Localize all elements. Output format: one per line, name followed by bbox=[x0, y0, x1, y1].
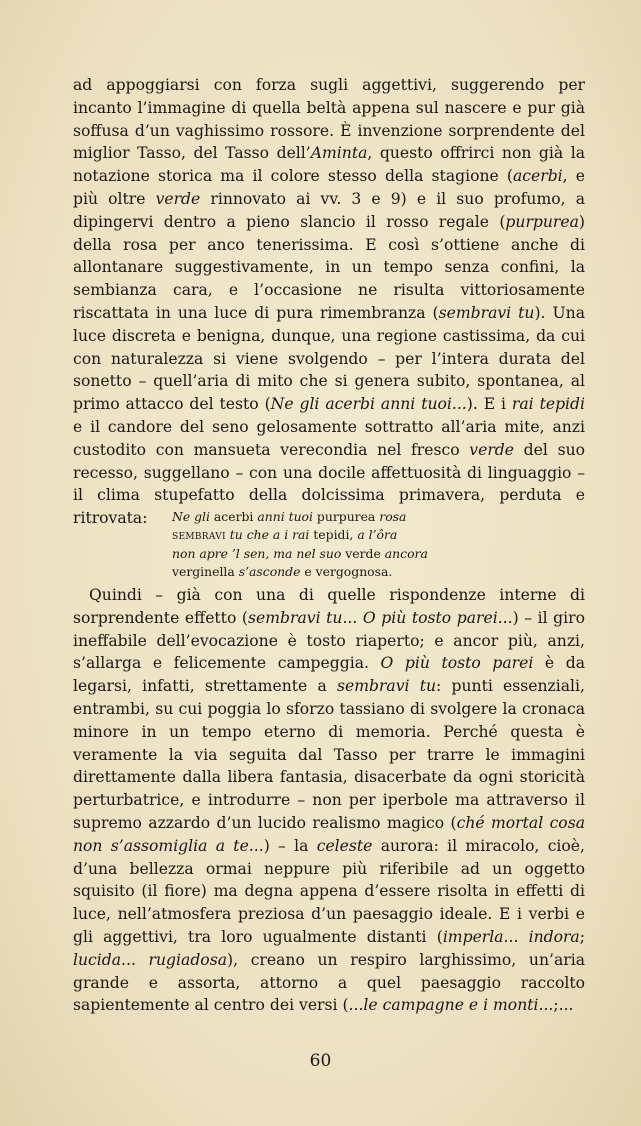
page-number: 60 bbox=[309, 1051, 332, 1071]
text-run: rinnovato ai vv. 3 e 9) e il suo profumo, a dipingervi dentro a pieno slancio il rosso regale ( bbox=[73, 189, 585, 231]
italic-text-run: O più tosto parei bbox=[380, 654, 534, 673]
verse-run: verginella bbox=[172, 564, 239, 580]
text-run: ) della rosa per anco tenerissima. E così s’ottiene anche di allontanare suggestivamente, in un tempo senza confini, la sembianza cara, e l’occasione ne risulta vittoriosamente riscattata in una luce di pura rimembranza ( bbox=[73, 212, 585, 322]
text-run: è da legarsi, infatti, strettamente a bbox=[73, 654, 585, 696]
text-run: ). Una luce discreta e benigna, dunque, una regione castissima, da cui con naturalezza si viene svolgendo – per l’intera durata del sonetto – quell’aria di mito che si genera subito, spontanea, al primo attacco del testo ( bbox=[73, 303, 585, 414]
verse-line-4 bbox=[172, 563, 512, 581]
verse-italic-run: Ne gli bbox=[172, 509, 210, 524]
text-run: ) – la bbox=[263, 836, 317, 855]
italic-text-run: purpurea bbox=[505, 212, 579, 231]
paragraph-2 bbox=[73, 584, 585, 1017]
verse-italic-run: rosa bbox=[379, 509, 407, 524]
italic-text-run: sembravi tu... O più tosto parei... bbox=[248, 608, 513, 627]
verse-italic-run: ancora bbox=[384, 545, 428, 561]
italic-text-run: ...le campagne e i monti... bbox=[348, 996, 554, 1015]
verse-line-2 bbox=[172, 526, 512, 544]
verse-run: e vergognosa. bbox=[300, 564, 393, 580]
italic-text-run: celeste bbox=[316, 836, 373, 855]
italic-text-run: ché mortal cosa non s’assomiglia a te... bbox=[73, 813, 585, 855]
paragraph-1 bbox=[73, 74, 585, 530]
italic-text-run: sembravi tu bbox=[438, 303, 535, 322]
verse-italic-run: a l’ôra bbox=[357, 527, 398, 543]
text-run: del suo recesso, suggellano – con una docile affettuosità di linguaggio – il clima stupefatto della dolcissima primavera, perduta e ritrovata: bbox=[73, 440, 586, 528]
italic-text-run: rai tepidi bbox=[511, 395, 586, 414]
italic-text-run: acerbi bbox=[512, 167, 563, 186]
text-run: ad appoggiarsi con forza sugli aggettivi, suggerendo per incanto l’immagine di quella beltà appena sul nascere e pur già soffusa d’un vaghissimo rossore. È invenzione sorprendente del miglior Tasso, del Tasso dell’ bbox=[73, 76, 585, 163]
text-run: ). E i bbox=[466, 395, 512, 414]
italic-text-run: sembravi tu bbox=[336, 677, 437, 696]
verse-italic-run: anni tuoi bbox=[257, 509, 313, 524]
verse-quotation bbox=[172, 508, 512, 582]
text-run: e il candore del seno gelosamente sottratto all’aria mite, anzi custodito con mansueta verecondia nel fresco bbox=[73, 417, 585, 459]
text-run: aurora: il miracolo, cioè, d’una bellezza ormai neppure più riferibile ad un oggetto squisito (il fiore) ma degna appena d’essere risolta in effetti di luce, nell’atmosfera preziosa d’un paesaggio ideale. E i verbi e gli aggettivi, tra loro ugualmente distanti ( bbox=[73, 836, 585, 946]
text-run: Quindi – già con una di quelle rispondenze interne di sorprendente effetto ( bbox=[73, 586, 585, 627]
verse-italic-run: tu che a i rai bbox=[225, 527, 310, 543]
verse-line-3 bbox=[172, 545, 512, 563]
italic-text-run: Ne gli acerbi anni tuoi... bbox=[270, 395, 467, 414]
text-run: ;... bbox=[553, 996, 574, 1015]
verse-run: purpurea bbox=[312, 509, 380, 524]
italic-text-run: lucida... rugiadosa bbox=[73, 950, 227, 969]
italic-text-run: verde bbox=[155, 189, 201, 208]
verse-run: tepidi, bbox=[309, 527, 358, 543]
verse-italic-run: s’asconde bbox=[238, 564, 301, 580]
italic-text-run: verde bbox=[469, 440, 514, 459]
verse-line-1 bbox=[172, 508, 512, 526]
text-run: , questo offrirci non già la notazione storica ma il colore stesso della stagione ( bbox=[73, 144, 585, 186]
verse-smallcaps-run: sembravi bbox=[172, 527, 226, 543]
text-run: ) – il giro ineffabile dell’evocazione è tosto riaperto; e ancor più, anzi, s’allarga e felicemente campeggia. bbox=[73, 608, 585, 673]
text-run: , e più oltre bbox=[73, 167, 585, 208]
verse-run: verde bbox=[341, 545, 385, 561]
italic-text-run: Aminta bbox=[310, 144, 368, 163]
verse-run: acerbi bbox=[209, 509, 258, 524]
text-run: ; bbox=[579, 927, 585, 946]
text-run: ), creano un respiro larghissimo, un’aria grande e assorta, attorno a quel paesaggio raccolto sapientemente al centro dei versi ( bbox=[73, 950, 585, 1015]
text-run: : punti essenziali, entrambi, su cui poggia lo sforzo tassiano di svolgere la cronaca minore in un tempo eterno di memoria. Perché questa è veramente la via seguita dal Tasso per trarre le immagini direttamente dalla libera fantasia, disacerbate da ogni storicità perturbatrice, e introdurre – non per iperbole ma attraverso il supremo azzardo d’un lucido realismo magico ( bbox=[73, 677, 585, 832]
italic-text-run: imperla... indora bbox=[442, 927, 580, 946]
verse-italic-run: non apre ’l sen, ma nel suo bbox=[172, 545, 342, 561]
